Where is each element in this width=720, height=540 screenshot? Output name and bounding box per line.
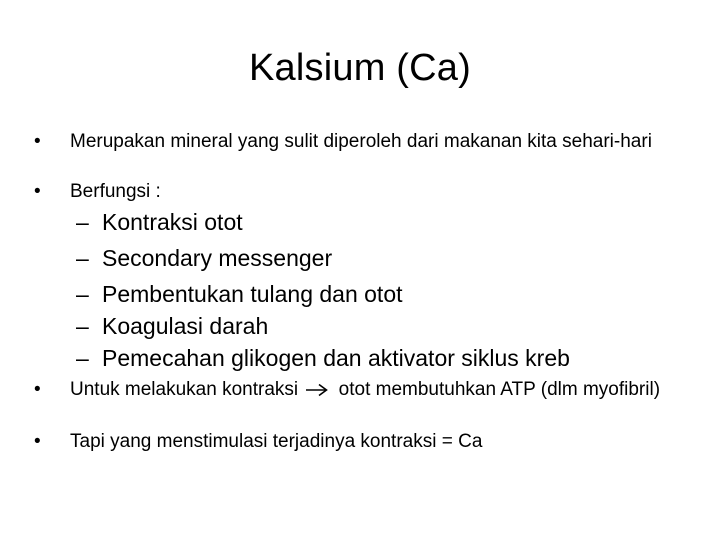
- sub-item-text: Pemecahan glikogen dan aktivator siklus kreb: [102, 345, 570, 371]
- bullet-dot: •: [34, 181, 41, 202]
- bullet-text: Tapi yang menstimulasi terjadinya kontraksi = Ca: [70, 431, 483, 452]
- bullet-text: Merupakan mineral yang sulit diperoleh dari makanan kita sehari-hari: [70, 131, 652, 152]
- arrow-right-icon: [305, 383, 329, 397]
- sub-item: [76, 208, 676, 236]
- sub-dash: –: [76, 345, 89, 371]
- sub-item-text: Kontraksi otot: [102, 209, 243, 235]
- sub-item: [76, 280, 676, 308]
- sub-item-text: Koagulasi darah: [102, 313, 269, 339]
- slide-title: Kalsium (Ca): [249, 47, 471, 89]
- bullet-dot: •: [34, 431, 41, 452]
- bullet-text-after: otot membutuhkan ATP (dlm myofibril): [338, 379, 661, 400]
- bullet-text: Berfungsi :: [70, 181, 161, 202]
- sub-item: [76, 312, 676, 340]
- sub-item: [76, 244, 676, 272]
- sub-dash: –: [76, 209, 89, 235]
- bullet-text: [70, 380, 674, 400]
- bullet-text-before: Untuk melakukan kontraksi: [70, 379, 299, 400]
- sub-dash: –: [76, 245, 89, 271]
- bullet-dot: •: [34, 131, 41, 152]
- sub-item: [76, 344, 676, 372]
- bullet-item: [34, 132, 674, 152]
- bullet-item: [34, 380, 674, 400]
- bullet-dot: •: [34, 379, 41, 400]
- sub-item-text: Pembentukan tulang dan otot: [102, 281, 403, 307]
- bullet-item: [34, 432, 674, 452]
- sub-item-text: Secondary messenger: [102, 245, 333, 271]
- bullet-item: [34, 182, 674, 202]
- sub-dash: –: [76, 313, 89, 339]
- sub-dash: –: [76, 281, 89, 307]
